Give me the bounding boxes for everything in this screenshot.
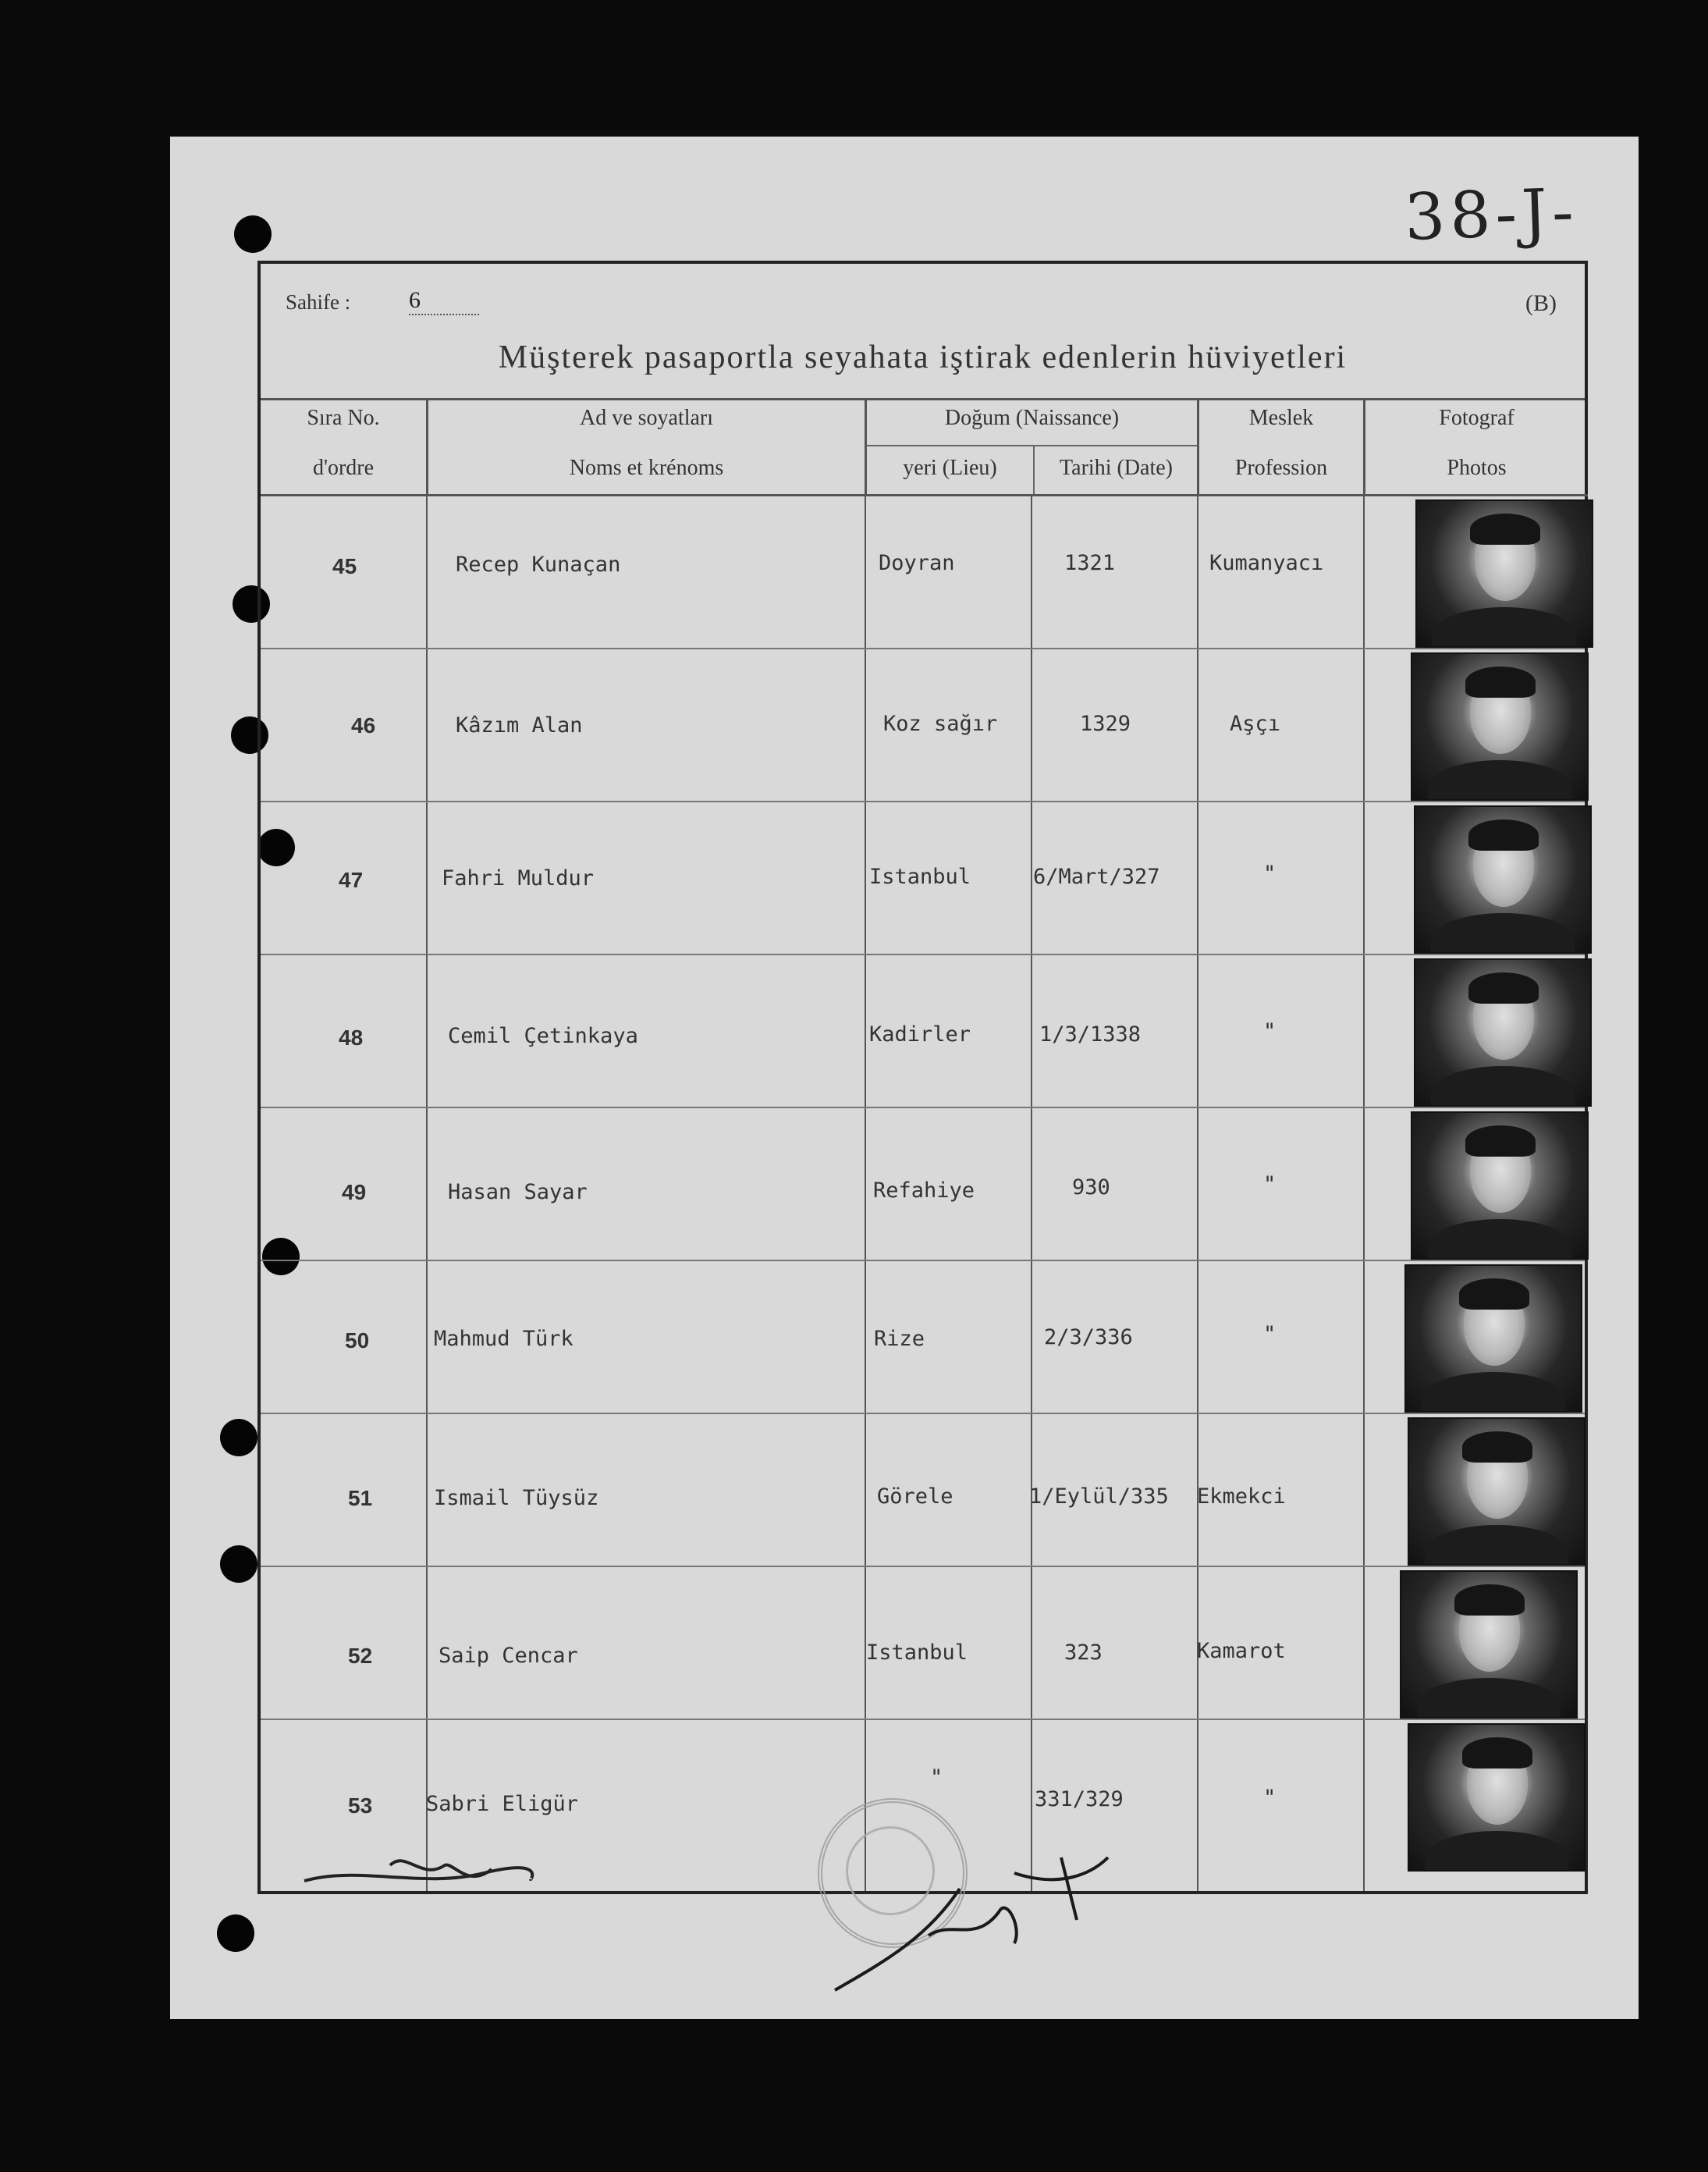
birth-place: Refahiye [873,1178,975,1203]
passport-photo [1411,652,1589,801]
binder-hole [217,1914,254,1952]
row-number: 49 [342,1180,367,1204]
column-header-profession-line1: Meslek [1248,406,1314,430]
signature-right [827,1842,1124,1998]
column-header-no-line2: d'ordre [312,456,375,480]
table-row [261,649,1585,802]
table-row [261,955,1585,1108]
profession: Aşçı [1230,712,1281,736]
profession: Kamarot [1197,1639,1286,1663]
row-number: 45 [332,554,357,578]
passport-photo [1408,1723,1585,1872]
column-header-no-line1: Sıra No. [307,406,380,430]
row-number: 50 [345,1328,370,1353]
birth-place: Görele [877,1484,953,1509]
birth-place: Rize [874,1327,925,1351]
birth-place: Koz sağır [883,712,998,736]
page-number: 6 [409,287,479,315]
birth-date: 2/3/336 [1044,1325,1133,1349]
binder-hole [220,1545,257,1583]
birth-place: Kadirler [869,1022,971,1047]
table-row [261,1261,1585,1414]
profession: " [1263,1322,1277,1346]
column-header-birth-date: Tarihi (Date) [1060,456,1173,480]
birth-date: 323 [1064,1641,1103,1665]
row-number: 53 [348,1793,373,1818]
birth-subheader-divider [867,445,1197,446]
table-row [261,496,1585,649]
birth-place: Istanbul [869,865,971,889]
table-row [261,1108,1585,1261]
page-label: Sahife : [286,290,351,314]
passport-photo [1404,1264,1582,1413]
form-header [261,264,1585,400]
person-name: Recep Kunaçan [456,553,621,577]
profession: " [1263,862,1277,886]
person-name: Mahmud Türk [434,1327,573,1351]
column-header-profession-line2: Profession [1234,456,1328,480]
birth-date: 1/3/1338 [1039,1022,1142,1047]
profession: " [1263,1172,1277,1196]
handwritten-page-note: 38-J- [1403,175,1580,255]
section-mark: (B) [1525,290,1557,316]
birth-place: Doyran [879,551,955,575]
passenger-form [257,261,1588,1894]
row-number: 47 [339,868,364,892]
profession: Kumanyacı [1209,551,1324,575]
column-header-photo [1363,398,1588,496]
person-name: Kâzım Alan [456,713,583,738]
column-header-birth-line1: Doğum (Naissance) [944,406,1120,430]
person-name: Saip Cencar [439,1644,578,1668]
row-number: 48 [339,1026,364,1050]
birth-date: 1/Eylül/335 [1029,1484,1169,1509]
passport-photo [1414,805,1592,954]
column-header-photo-line2: Photos [1447,456,1507,480]
birth-date: 6/Mart/327 [1033,865,1160,889]
signature-left [297,1842,546,1904]
column-header-photo-line1: Fotograf [1439,406,1514,430]
table-row [261,802,1585,955]
person-name: Cemil Çetinkaya [448,1024,638,1048]
column-header-name-line1: Ad ve soyatları [579,406,714,430]
passport-photo [1414,958,1592,1107]
birth-date: 930 [1072,1175,1110,1200]
passport-photo [1400,1570,1578,1719]
binder-hole [220,1419,257,1456]
birth-date: 1329 [1080,712,1131,736]
profession: " [1263,1019,1277,1043]
table-row [261,1567,1585,1720]
profession: Ekmekci [1197,1484,1286,1509]
column-header-birth [865,398,1197,496]
person-name: Fahri Muldur [442,866,595,890]
column-header-name-line2: Noms et krénoms [569,456,724,480]
column-header-profession [1197,398,1363,496]
passport-photo [1415,499,1593,648]
person-name: Sabri Eligür [426,1792,579,1816]
binder-hole [234,215,272,253]
passport-photo [1408,1417,1585,1566]
column-header-no [261,398,426,496]
passport-photo [1411,1111,1589,1260]
birth-place: Istanbul [866,1641,968,1665]
profession: " [1263,1786,1277,1810]
row-number: 46 [351,713,376,738]
row-number: 51 [348,1486,373,1510]
table-row [261,1414,1585,1567]
form-title: Müşterek pasaportla seyahata iştirak edenlerin hüviyetleri [498,339,1348,375]
birth-place: " [930,1765,943,1790]
row-number: 52 [348,1644,373,1668]
column-header-birth-place: yeri (Lieu) [903,456,997,480]
person-name: Ismail Tüysüz [434,1486,599,1510]
person-name: Hasan Sayar [448,1180,588,1204]
column-header-name [426,398,865,496]
birth-date: 1321 [1064,551,1116,575]
birth-date: 331/329 [1035,1787,1124,1811]
